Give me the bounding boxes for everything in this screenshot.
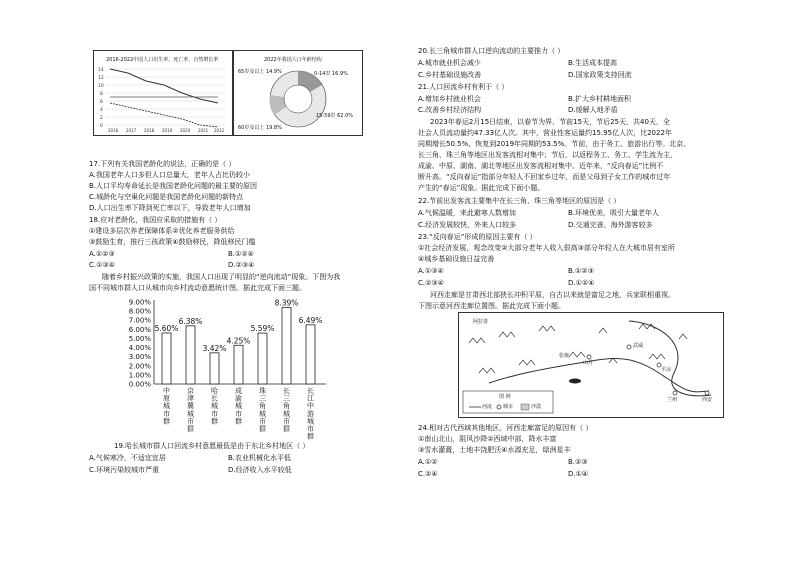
category-label: 群 (187, 425, 194, 433)
map-label: 张掖 (559, 353, 570, 359)
question-24-stem: 24.相对古代西域其他地区，河西走廊富足的原因有（ ） (418, 424, 593, 432)
yellow-river (629, 321, 711, 396)
category-label: 城 (211, 402, 218, 411)
category-label: 津 (187, 394, 194, 403)
question-20-option-d[interactable]: D.国家政策支持回流 (568, 71, 632, 79)
xtick: 2018 (144, 128, 155, 133)
city-marker (673, 391, 677, 395)
map-legend-item: 河流 (482, 404, 493, 410)
natural-growth-line (110, 103, 218, 127)
question-23-choice-line: ①社会经济发展，观念改变②大部分老年人收入很高③部分年轻人在大城市居有室所 (418, 244, 675, 252)
question-19-option-d[interactable]: D.经济收入水平较低 (228, 466, 292, 474)
ytick: 14 (98, 68, 104, 73)
map-label: 西安 (702, 397, 713, 403)
passage-hexi-corridor: 河西走廊是甘肃西北部狭长冲积平原，自古以来就是富足之地，兵家联相重视。 (430, 291, 675, 299)
chart-title: 2022年我国人口年龄结构 (264, 57, 322, 63)
category-label: 市 (163, 409, 170, 418)
age-label: 15-59岁 62.0% (316, 113, 354, 119)
category-label: 角 (283, 402, 290, 411)
bar (210, 353, 219, 384)
category-label: 哈 (211, 387, 218, 395)
category-label: 角 (259, 402, 266, 411)
xtick: 2021 (198, 128, 209, 133)
y-tick-label: 4.00% (128, 344, 151, 353)
question-24-option-b[interactable]: B.②③ (568, 458, 588, 466)
birth-rate-line (110, 69, 218, 103)
ytick: 6 (100, 100, 103, 105)
category-label: 游 (307, 409, 314, 418)
city-marker (587, 355, 591, 359)
donut-chart-svg (234, 51, 362, 135)
map-label: 山丹 (583, 360, 594, 366)
category-label: 市 (283, 417, 290, 426)
question-24-option-c[interactable]: C.②④ (418, 470, 438, 478)
question-23-choice-line: ④城乡基础设施日益完善 (418, 255, 495, 263)
bar-value-label: 5.59% (250, 324, 275, 334)
question-22-option-d[interactable]: D.交通完善，海外游客较多 (568, 221, 653, 229)
question-20-option-a[interactable]: A.城市就业机会减少 (418, 59, 481, 67)
category-label: 群 (307, 432, 314, 441)
question-23-option-c[interactable]: C.②③④ (418, 279, 444, 287)
passage-reverse-flow: 国不同城市群人口从城市向乡村流动意愿统计图。据此完成下面三题。 (89, 284, 306, 292)
question-21-stem: 21.人口回流乡村有利于（ ） (418, 83, 509, 91)
question-23-option-a[interactable]: A.①③④ (418, 267, 444, 275)
question-20-option-b[interactable]: B.生活成本提高 (568, 59, 618, 67)
category-label: 成 (235, 387, 242, 395)
category-label: 江 (307, 394, 314, 403)
xtick: 2020 (180, 128, 191, 133)
question-21-option-d[interactable]: D.缓解人地矛盾 (568, 106, 618, 114)
category-label: 城 (259, 409, 266, 418)
chart-title: 2016-2022中国人口出生率、死亡率、自然增长率 (106, 57, 219, 63)
xtick: 2022 (214, 128, 225, 133)
category-label: 群 (283, 425, 290, 433)
question-17-option-b[interactable]: B.人口平均寿命延长是我国老龄化问题的最主要的原因 (89, 182, 258, 190)
bar (306, 325, 315, 384)
question-18-stem: 18.应对老龄化，我国应采取的措施有（ ） (89, 216, 222, 224)
question-18-choice-line: ①建设多层次养老保障体系②优化养老服务供给 (89, 227, 235, 235)
age-label: 60岁及以上 19.8% (238, 125, 282, 131)
bar (282, 308, 291, 384)
category-label: 三 (259, 394, 266, 403)
ytick: 12 (98, 76, 104, 81)
question-19-stem: 19.哈长城市群人口回流乡村意愿最低是由于东北乡村地区（ ） (114, 442, 310, 450)
y-tick-label: 9.00% (128, 298, 151, 307)
city-cluster-bar-chart (120, 294, 330, 441)
passage-spring-festival: 长三角、珠三角等地区出发客流相对集中；节后，以返程务工、务工、学生流为主， (418, 151, 677, 159)
map-label: 平凉 (661, 367, 672, 373)
age-structure-chart (233, 50, 363, 136)
question-18-option-a[interactable]: A.①②③ (89, 250, 115, 258)
question-24-option-d[interactable]: D.①④ (568, 470, 589, 478)
category-label: 中 (307, 402, 314, 411)
age-label: 0-14岁 16.9% (314, 71, 348, 77)
question-21-option-a[interactable]: A.增加乡村就业机会 (418, 95, 481, 103)
question-18-option-b[interactable]: B.①②④ (228, 250, 254, 258)
category-label: 城 (307, 417, 314, 426)
passage-spring-festival: 2023年春运2月15日结束，以春节为界，节前15天，节后25天，共40天，全 (430, 118, 670, 126)
ytick: 10 (98, 84, 104, 89)
passage-spring-festival: 断升高。“反向春运”指部分年轻人不回家乡过年，而是父母到子女工作的城市过年 (418, 173, 671, 181)
river (489, 359, 709, 392)
ytick: 4 (100, 108, 103, 113)
bar-value-label: 3.42% (202, 343, 227, 353)
bar (186, 326, 195, 384)
ytick: 8 (100, 92, 103, 97)
question-21-option-c[interactable]: C.改善乡村经济结构 (418, 106, 482, 114)
category-label: 市 (187, 417, 194, 426)
y-tick-label: 2.00% (128, 362, 151, 371)
xtick: 2016 (108, 128, 119, 133)
bar (258, 333, 267, 384)
lake (569, 379, 581, 384)
category-label: 城 (235, 402, 242, 411)
question-24-choice-line: ③雪水灌溉，土地丰饶肥沃④水源充足，绿洲星丰 (418, 446, 571, 454)
ytick: 2 (100, 116, 103, 121)
category-label: 城 (283, 409, 290, 418)
category-label: 长 (283, 387, 290, 395)
category-label: 珠 (259, 387, 266, 395)
question-17-stem: 17.下列有关我国老龄化的说法，正确的是（ ） (89, 160, 236, 168)
bar-value-label: 5.60% (154, 323, 179, 333)
y-tick-label: 7.00% (128, 316, 151, 325)
ytick: 0 (100, 124, 103, 129)
question-20-stem: 20.长三角城市群人口逆向流动的主要推力（ ） (418, 47, 565, 55)
city-marker (705, 391, 709, 395)
y-tick-label: 1.00% (128, 371, 151, 380)
hexi-corridor-map (458, 312, 724, 418)
question-19-option-b[interactable]: B.农业机械化水平低 (228, 454, 292, 462)
passage-hexi-corridor: 下图示意河西走廊位置图。据此完成下面小题。 (418, 302, 565, 310)
line-chart-svg (94, 51, 232, 135)
category-label: 城 (163, 402, 170, 411)
legend-desert-swatch (521, 404, 529, 410)
map-legend-item: 沙漠 (531, 404, 542, 410)
xtick: 2019 (162, 128, 173, 133)
birth-death-rate-chart (93, 50, 233, 136)
y-tick-label: 5.00% (128, 334, 151, 343)
map-label: 兰州 (667, 397, 678, 403)
category-label: 京 (187, 387, 194, 395)
category-label: 三 (283, 394, 290, 403)
question-18-option-d[interactable]: D.②③④ (228, 261, 255, 269)
category-label: 冀 (187, 402, 194, 411)
question-23-option-b[interactable]: B.①②③ (568, 267, 594, 275)
category-label: 原 (163, 394, 170, 403)
bar-chart-svg (120, 294, 330, 441)
category-label: 长 (307, 387, 314, 395)
question-20-option-c[interactable]: C.乡村基础设施改善 (418, 71, 482, 79)
y-tick-label: 3.00% (128, 353, 151, 362)
category-label: 市 (307, 425, 314, 433)
y-tick-label: 8.00% (128, 307, 151, 316)
category-label: 中 (163, 387, 170, 395)
question-17-option-c[interactable]: C.城龄化与空巢化问题是我国老龄化问题的新特点 (89, 193, 244, 201)
legend-city-swatch (497, 405, 501, 409)
category-label: 市 (259, 417, 266, 426)
category-label: 长 (211, 394, 218, 403)
question-22-stem: 22.节前出发客流主要集中在长三角、珠三角等地区的原因是（ ） (418, 197, 621, 205)
question-17-option-a[interactable]: A.我国老年人口多但人口总量大，老年人占比仍较小 (89, 171, 250, 179)
city-marker (627, 345, 631, 349)
passage-spring-festival: 产生的“春运”现象。据此完成下面小题。 (418, 184, 545, 192)
category-label: 渝 (235, 394, 242, 403)
bar-value-label: 4.25% (226, 336, 251, 346)
passage-spring-festival: 社会人员流动量约47.33亿人次。其中，营业性客运量约15.95亿人次，比2022年 (418, 129, 672, 137)
question-18-option-c[interactable]: C.①③④ (89, 261, 115, 269)
question-18-choice-line: ③鼓励生育，推行三孩政策④鼓励移民，降低移民门槛 (89, 238, 256, 246)
map-label: 武威 (633, 343, 644, 349)
bar (162, 333, 171, 384)
category-label: 市 (211, 409, 218, 418)
xtick: 2017 (126, 128, 137, 133)
y-tick-label: 6.00% (128, 325, 151, 334)
question-21-option-b[interactable]: B.扩大乡村耕地面积 (568, 95, 632, 103)
y-tick-label: 0.00% (128, 380, 151, 389)
question-23-option-d[interactable]: D.①②④ (568, 279, 595, 287)
question-23-stem: 23.“反向春运”形成的原因主要有（ ） (418, 233, 537, 241)
passage-reverse-flow: 随着乡村振兴政策的实施，我国人口出现了明显的“逆向流动”现象。下图为我 (102, 273, 341, 281)
question-22-option-c[interactable]: C.经济发展较快，外来人口较多 (418, 221, 517, 229)
category-label: 群 (259, 425, 266, 433)
bar-value-label: 6.38% (178, 316, 203, 326)
category-label: 群 (235, 417, 242, 426)
question-17-option-d[interactable]: D.人口出生率下降到死亡率以下，导致老年人口增加 (89, 204, 251, 212)
passage-spring-festival: 同期增长50.5%，恢复到2019年同期的53.5%。节前，由于务工、旅游出行等。北京、 (418, 140, 691, 148)
bar-value-label: 6.49% (298, 315, 323, 325)
map-label: 阿拉善 (473, 319, 489, 325)
question-22-option-a[interactable]: A.气候温暖，来此避寒人数增加 (418, 209, 516, 217)
category-label: 群 (211, 417, 218, 426)
question-22-option-b[interactable]: B.环境优美，吸引大量老年人 (568, 209, 660, 217)
bar-value-label: 8.39% (274, 298, 299, 308)
category-label: 城 (187, 409, 194, 418)
question-19-option-c[interactable]: C.环境污染较城市严重 (89, 466, 160, 474)
age-label: 65岁及以上 14.9% (238, 69, 282, 75)
passage-spring-festival: 成渝、中原、湖南、湖北等地区出发客流相对集中。近年来，“反向春运”比例不 (418, 162, 664, 170)
map-legend-item: 城市 (503, 404, 514, 410)
question-24-option-a[interactable]: A.①② (418, 458, 438, 466)
category-label: 市 (235, 409, 242, 418)
map-legend-title: 图 例 (499, 394, 511, 400)
bar (234, 345, 243, 384)
question-24-choice-line: ①南山北山，阻风沙降②西域中部，降水丰富 (418, 435, 557, 443)
question-19-option-a[interactable]: A.气候寒冷，不适宜宜居 (89, 454, 166, 462)
category-label: 群 (163, 417, 170, 426)
